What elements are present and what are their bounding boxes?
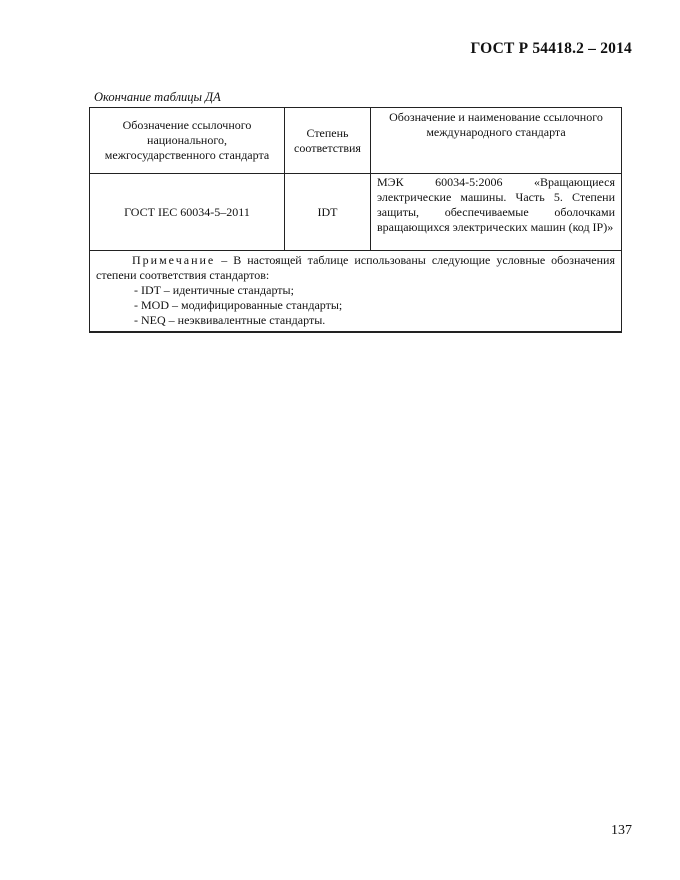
table-row [90,174,622,251]
table-note [90,251,622,333]
cell-national-standard: ГОСТ IEC 60034-5–2011 [90,174,285,251]
page-number: 137 [611,823,632,838]
table-note-row [90,251,622,333]
note-item-mod: - MOD – модифицированные стандарты; [134,298,343,312]
note-label: Примечание [132,253,216,267]
table-header-row [90,108,622,174]
note-intro-line [96,253,615,283]
cell-international-standard: МЭК 60034-5:2006 «Вращающиеся электрические машины. Часть 5. Степени защиты, обеспечиваемые оболочками вращающихся электрических машин (код IP)» [371,174,622,251]
table-caption: Окончание таблицы ДА [94,90,221,104]
document-standard-id: ГОСТ Р 54418.2 – 2014 [470,40,632,57]
cell-degree: IDT [285,174,371,251]
note-item-neq: - NEQ – неэквивалентные стандарты. [134,313,326,327]
note-intro: – В настоящей таблице использованы следующие условные обозначения степени соответствия стандартов: [96,253,615,282]
note-item-idt: - IDT – идентичные стандарты; [134,283,294,297]
header-international-standard: Обозначение и наименование ссылочного международного стандарта [371,108,622,174]
header-national-standard: Обозначение ссылочного национального, межгосударственного стандарта [90,108,285,174]
header-degree: Степень соответствия [285,108,371,174]
reference-standards-table [89,107,622,333]
